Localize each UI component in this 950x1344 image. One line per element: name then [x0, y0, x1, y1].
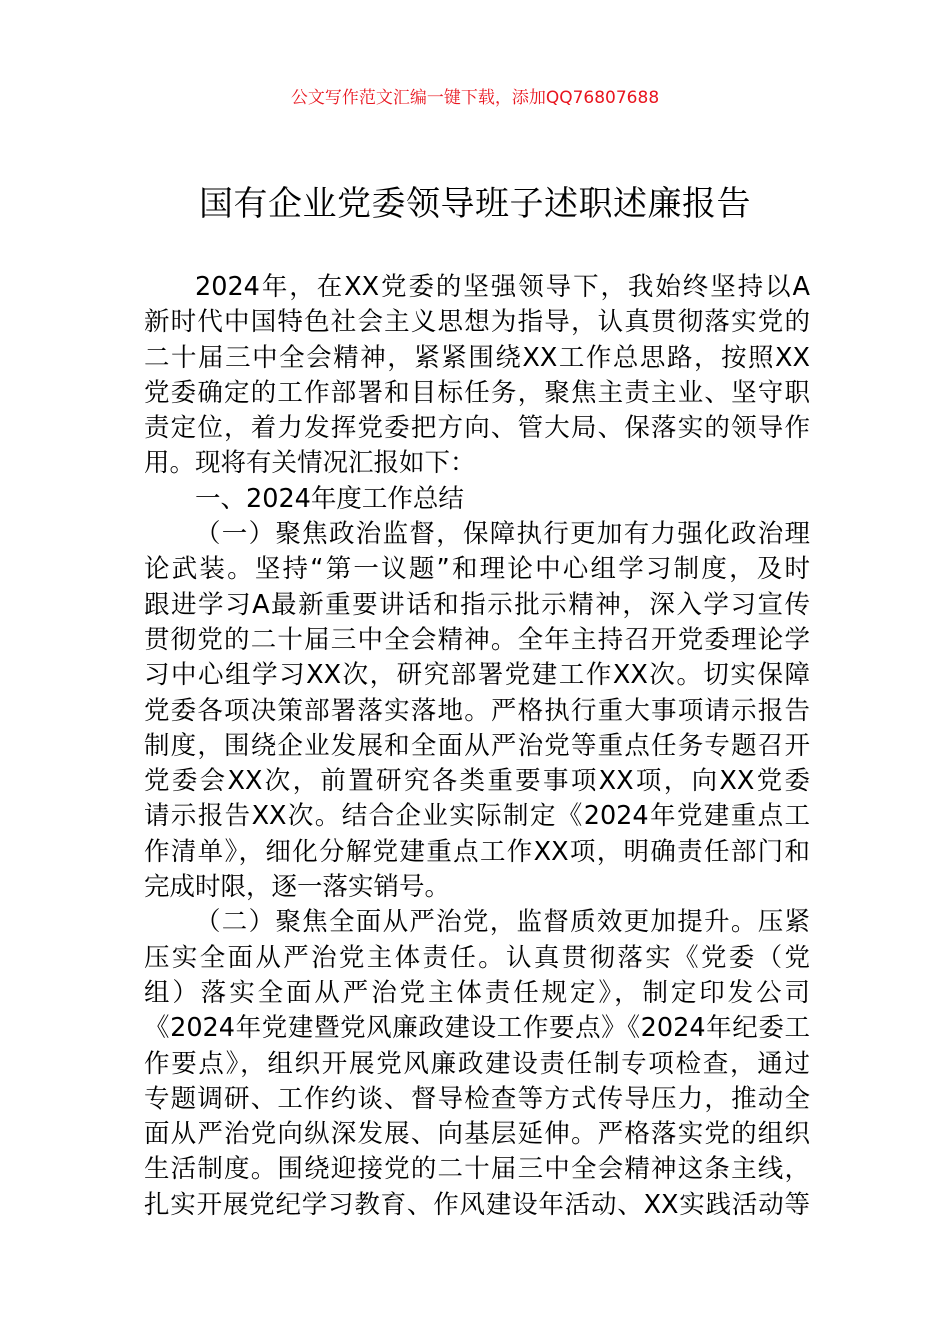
paragraph-1-line: 作清单》，细化分解党建重点工作XX项，明确责任部门和: [144, 836, 810, 867]
paragraph-intro-line: 二十届三中全会精神，紧紧围绕XX工作总思路，按照XX: [144, 342, 810, 373]
paragraph-intro-line: 党委确定的工作部署和目标任务，聚焦主责主业、坚守职: [144, 377, 810, 408]
paragraph-intro-line: 责定位，着力发挥党委把方向、管大局、保落实的领导作: [144, 413, 810, 444]
document-title: 国有企业党委领导班子述职述廉报告: [199, 184, 751, 224]
paragraph-2-line: 生活制度。围绕迎接党的二十届三中全会精神这条主线，: [144, 1154, 810, 1185]
paragraph-1-line: 党委各项决策部署落实落地。严格执行重大事项请示报告: [144, 695, 810, 726]
paragraph-2-line: 扎实开展党纪学习教育、作风建设年活动、XX实践活动等: [144, 1189, 810, 1220]
paragraph-1-line: 制度，围绕企业发展和全面从严治党等重点任务专题召开: [144, 730, 810, 761]
paragraph-1-line: 跟进学习A最新重要讲话和指示批示精神，深入学习宣传: [144, 589, 810, 620]
paragraph-intro-line: 2024年，在XX党委的坚强领导下，我始终坚持以A: [195, 272, 810, 302]
document-body: [144, 270, 810, 1223]
paragraph-intro-line: 用。现将有关情况汇报如下：: [144, 448, 476, 479]
paragraph-1-line: 习中心组学习XX次，研究部署党建工作XX次。切实保障: [144, 660, 810, 691]
section-heading: 一、2024年度工作总结: [195, 483, 464, 514]
paragraph-2-line: 专题调研、工作约谈、督导检查等方式传导压力，推动全: [144, 1083, 810, 1114]
paragraph-2-line: 压实全面从严治党主体责任。认真贯彻落实《党委（党: [144, 942, 810, 973]
paragraph-1-line: （一）聚焦政治监督，保障执行更加有力强化政治理: [195, 519, 810, 550]
paragraph-1-line: 论武装。坚持“第一议题”和理论中心组学习制度，及时: [144, 554, 810, 585]
paragraph-2-line: 《2024年党建暨党风廉政建设工作要点》《2024年纪委工: [144, 1013, 810, 1044]
download-watermark: 公文写作范文汇编一键下载，添加QQ76807688: [290, 88, 660, 108]
paragraph-2-line: 作要点》，组织开展党风廉政建设责任制专项检查，通过: [144, 1048, 810, 1079]
paragraph-intro-line: 新时代中国特色社会主义思想为指导，认真贯彻落实党的: [144, 307, 810, 338]
paragraph-2-line: （二）聚焦全面从严治党，监督质效更加提升。压紧: [195, 907, 810, 938]
paragraph-1-line: 请示报告XX次。结合企业实际制定《2024年党建重点工: [144, 801, 810, 832]
paragraph-1-line: 完成时限，逐一落实销号。: [144, 872, 451, 903]
paragraph-2-line: 组）落实全面从严治党主体责任规定》，制定印发公司: [144, 977, 810, 1008]
paragraph-1-line: 贯彻党的二十届三中全会精神。全年主持召开党委理论学: [144, 624, 810, 655]
paragraph-2-line: 面从严治党向纵深发展、向基层延伸。严格落实党的组织: [144, 1119, 810, 1150]
paragraph-1-line: 党委会XX次，前置研究各类重要事项XX项，向XX党委: [144, 766, 810, 797]
